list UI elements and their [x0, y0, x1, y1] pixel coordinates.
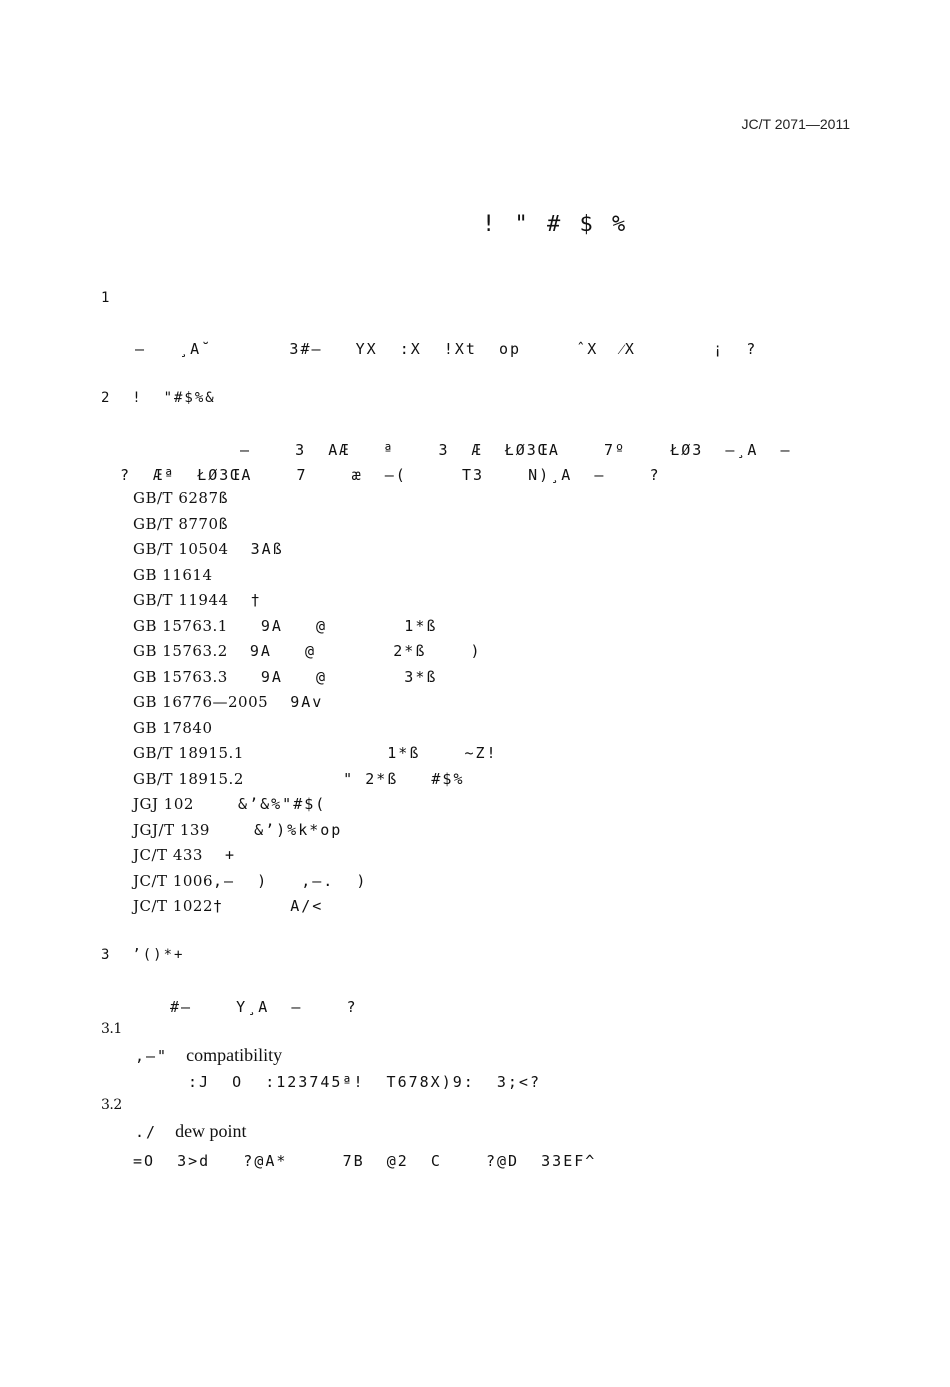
document-title: ! " # $ %	[482, 212, 629, 237]
term-3-2-definition: =O 3>d ?@A* 7B @2 C ?@D 33EF^	[133, 1152, 597, 1170]
reference-code: JGJ/T 139	[133, 820, 210, 839]
normative-references-list	[133, 486, 498, 920]
reference-title: &’)%k*op	[209, 820, 343, 839]
section-2-paragraph-line-1: — 3 AÆ ª 3 Æ ŁØ3ŒA 7º ŁØ3 —¸A —	[240, 441, 792, 459]
reference-item	[133, 792, 498, 818]
term-3-1-title	[135, 1045, 282, 1066]
term-3-2-name: ./	[135, 1123, 158, 1141]
reference-item	[133, 486, 498, 512]
term-3-2-title	[135, 1121, 247, 1142]
reference-item	[133, 588, 498, 614]
reference-title: 9A @ 3*ß	[227, 667, 438, 686]
reference-code: GB/T 6287	[133, 489, 219, 507]
reference-code: GB/T 18915.1	[133, 744, 244, 762]
reference-title: † A/<	[213, 897, 324, 915]
standard-number: JC/T 2071—2011	[741, 116, 850, 132]
reference-item	[133, 843, 498, 869]
term-3-1-english: compatibility	[186, 1045, 283, 1065]
reference-item	[133, 716, 498, 742]
reference-item	[133, 818, 498, 844]
reference-code: GB 16776—2005	[133, 693, 269, 711]
term-3-1-definition: :J O :123745ª! T678X)9: 3;<?	[188, 1073, 541, 1091]
reference-title: ß	[218, 489, 230, 507]
term-3-2-english: dew point	[175, 1121, 247, 1141]
term-3-2-number: 3.2	[101, 1097, 122, 1113]
reference-code: GB/T 18915.2	[133, 769, 244, 788]
reference-item	[133, 690, 498, 716]
reference-title: &’&%"#$(	[193, 795, 327, 813]
reference-item	[133, 665, 498, 691]
reference-code: GB/T 11944	[133, 591, 229, 609]
reference-code: GB 15763.1	[133, 616, 228, 635]
reference-item	[133, 537, 498, 563]
reference-code: JC/T 1006	[133, 871, 213, 890]
reference-title: 1*ß ~Z!	[243, 744, 498, 762]
reference-code: JC/T 1022	[133, 897, 213, 915]
reference-item	[133, 512, 498, 538]
reference-title: +	[202, 846, 237, 864]
reference-title: 9Av	[268, 693, 324, 711]
reference-item	[133, 894, 498, 920]
reference-code: GB 17840	[133, 718, 213, 737]
reference-code: JC/T 433	[133, 846, 203, 864]
reference-code: GB 11614	[133, 565, 213, 584]
reference-title: 9A @ 2*ß )	[227, 642, 482, 660]
reference-item	[133, 614, 498, 640]
reference-code: GB 15763.2	[133, 642, 228, 660]
reference-code: JGJ 102	[133, 795, 194, 813]
reference-title: ,— ) ,—. )	[213, 871, 368, 890]
section-1-number: 1	[101, 290, 112, 306]
reference-item	[133, 869, 498, 895]
term-3-1-name: ,—"	[135, 1047, 169, 1065]
reference-code: GB/T 8770	[133, 514, 219, 533]
section-3-heading: 3 ’()*+	[101, 947, 185, 963]
reference-title: 9A @ 1*ß	[227, 616, 438, 635]
reference-item	[133, 639, 498, 665]
section-2-paragraph-line-2: ? Æª ŁØ3ŒA 7 æ —( T3 N)¸A — ?	[120, 466, 661, 484]
reference-item	[133, 767, 498, 793]
section-2-heading: 2 ! "#$%&	[101, 390, 216, 406]
term-3-1-number: 3.1	[101, 1021, 122, 1037]
reference-code: GB 15763.3	[133, 667, 228, 686]
reference-code: GB/T 10504	[133, 540, 229, 558]
reference-title: 3Aß	[228, 540, 284, 558]
reference-title: ß	[218, 514, 230, 533]
reference-item	[133, 563, 498, 589]
reference-title: †	[228, 591, 262, 609]
section-3-intro: #— Y¸A — ?	[170, 998, 358, 1016]
reference-item	[133, 741, 498, 767]
reference-title: " 2*ß #$%	[243, 769, 465, 788]
section-1-text: — ¸A˘ 3#— YX :X !Xt op ˆX ⁄X ¡ ?	[135, 340, 758, 358]
